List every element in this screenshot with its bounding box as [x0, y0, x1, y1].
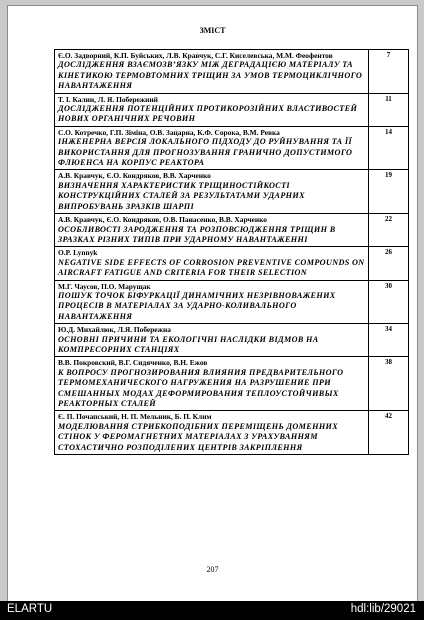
entry-title: ІНЖЕНЕРНА ВЕРСІЯ ЛОКАЛЬНОГО ПІДХОДУ ДО РУЙНУВАННЯ ТА ЇЇ ВИКОРИСТАННЯ ДЛЯ ПРОГНОЗУВАННЯ ГРАНИЧНО ДОПУСТИМОГО ФЛЮЕНСА НА КОРПУС РЕАКТОРА — [58, 137, 353, 168]
toc-row — [55, 411, 409, 455]
entry-authors: В.В. Покровский, В.Г. Сидяченко, В.Н. Ежов — [58, 358, 208, 368]
entry-title: NEGATIVE SIDE EFFECTS OF CORROSION PREVENTIVE COMPOUNDS ON AIRCRAFT FATIGUE AND CRITERIA FOR THEIR SELECTION — [58, 257, 365, 278]
entry-title: ОСОБЛИВОСТІ ЗАРОДЖЕННЯ ТА РОЗПОВСЮДЖЕННЯ ТРІЩИН В ЗРАЗКАХ РІЗНИХ ТИПІВ ПРИ УДАРНОМУ НАВАНТАЖЕННІ — [58, 224, 336, 244]
toc-entry — [55, 247, 369, 280]
entry-authors: Є.О. Задворний, К.П. Буйських, Л.В. Кравчук, С.Г. Киселевська, М.М. Феофентов — [58, 51, 333, 60]
entry-title: ДОСЛІДЖЕННЯ ВЗАЄМОЗВ’ЯЗКУ МІЖ ДЕГРАДАЦІЄЮ МАТЕРІАЛУ ТА КІНЕТИКОЮ ТЕРМОВТОМНИХ ТРІЩИН ЗА УМОВ ТЕРМОЦИКЛІЧНОГО НАВАНТАЖЕННЯ — [58, 60, 363, 91]
toc-entry — [55, 170, 369, 214]
entry-page-number: 26 — [369, 247, 409, 280]
toc-row — [55, 247, 409, 280]
toc-row — [55, 170, 409, 214]
toc-entry — [55, 93, 369, 126]
toc-row — [55, 214, 409, 247]
entry-page-number: 19 — [369, 170, 409, 214]
document-page — [7, 5, 418, 603]
entry-page-number: 38 — [369, 357, 409, 411]
toc-row — [55, 50, 409, 94]
page-number: 207 — [206, 565, 219, 574]
repository-label: ELARTU — [7, 603, 53, 615]
entry-page-number: 14 — [369, 126, 409, 170]
contents-heading: ЗМІСТ — [199, 26, 226, 35]
entry-title: ВИЗНАЧЕННЯ ХАРАКТЕРИСТИК ТРІЩИНОСТІЙКОСТІ КОНСТРУКЦІЙНИХ СТАЛЕЙ ЗА РЕЗУЛЬТАТАМИ УДАРНИХ ВИПРОБУВАНЬ ЗРАЗКІВ ШАРПІ — [58, 180, 305, 211]
entry-authors: М.Г. Чаусов, П.О. Марущак — [58, 281, 151, 291]
toc-entry — [55, 280, 369, 324]
entry-authors: С.О. Котречко, Г.П. Зіміна, О.В. Зацарна, К.Ф. Сорока, В.М. Ревка — [58, 127, 280, 137]
toc-row — [55, 126, 409, 170]
entry-page-number: 30 — [369, 280, 409, 324]
entry-title: ДОСЛІДЖЕННЯ ПОТЕНЦІЙНИХ ПРОТИКОРОЗІЙНИХ ВЛАСТИВОСТЕЙ НОВИХ ОРГАНІЧНИХ РЕЧОВИН — [58, 104, 358, 124]
entry-title: ОСНОВНІ ПРИЧИНИ ТА ЕКОЛОГІЧНІ НАСЛІДКИ ВІДМОВ НА КОМПРЕСОРНИХ СТАНЦІЯХ — [58, 334, 319, 354]
entry-page-number: 22 — [369, 214, 409, 247]
toc-entry — [55, 357, 369, 411]
entry-page-number: 42 — [369, 411, 409, 455]
footer-bar — [0, 601, 424, 620]
handle-label: hdl:lib/29021 — [350, 603, 416, 615]
entry-authors: Ю.Д. Михайлюк, Л.Я. Побережна — [58, 325, 171, 335]
contents-table — [54, 49, 409, 455]
entry-title: МОДЕЛЮВАННЯ СТРИБКОПОДІБНИХ ПЕРЕМІЩЕНЬ ДОМЕННИХ СТІНОК У ФЕРОМАГНЕТНИХ МАТЕРІАЛАХ З УРАХУВАННЯМ СТОХАСТИЧНО РОЗПОДІЛЕНИХ ЦЕНТРІВ ЗАКРІПЛЕННЯ — [58, 421, 339, 452]
entry-page-number: 7 — [369, 50, 409, 94]
toc-entry — [55, 324, 369, 357]
entry-authors: А.В. Кравчук, Є.О. Кондряков, В.В. Харченко — [58, 171, 211, 181]
entry-authors: Т. І. Калин, Л. Я. Побережний — [58, 94, 158, 104]
entry-authors: O.P. Lynnyk — [58, 248, 98, 258]
entry-authors: А.В. Кравчук, Є.О. Кондряков, О.В. Панасенко, В.В. Харченко — [58, 215, 267, 225]
entry-page-number: 34 — [369, 324, 409, 357]
toc-entry — [55, 411, 369, 455]
toc-entry — [55, 50, 369, 94]
toc-row — [55, 357, 409, 411]
entry-authors: Є. П. Почапський, Н. П. Мельник, Б. П. Клим — [58, 412, 212, 422]
entry-title: ПОШУК ТОЧОК БІФУРКАЦІЇ ДИНАМІЧНИХ НЕЗРІВНОВАЖЕНИХ ПРОЦЕСІВ В МАТЕРІАЛАХ ЗА УДАРНО-КОЛИВАЛЬНОГО НАВАНТАЖЕННЯ — [58, 290, 336, 321]
toc-row — [55, 280, 409, 324]
toc-row — [55, 93, 409, 126]
toc-row — [55, 324, 409, 357]
entry-page-number: 11 — [369, 93, 409, 126]
entry-title: К ВОПРОСУ ПРОГНОЗИРОВАНИЯ ВЛИЯНИЯ ПРЕДВАРИТЕЛЬНОГО ТЕРМОМЕХАНИЧЕСКОГО НАГРУЖЕНИЯ НА РАЗРУШЕНИЕ ПРИ СМЕШАННЫХ МОДАХ ДЕФОРМИРОВАНИЯ ТЕПЛОУСТОЙЧИВЫХ РЕАКТОРНЫХ СТАЛЕЙ — [58, 367, 344, 408]
toc-entry — [55, 214, 369, 247]
toc-entry — [55, 126, 369, 170]
